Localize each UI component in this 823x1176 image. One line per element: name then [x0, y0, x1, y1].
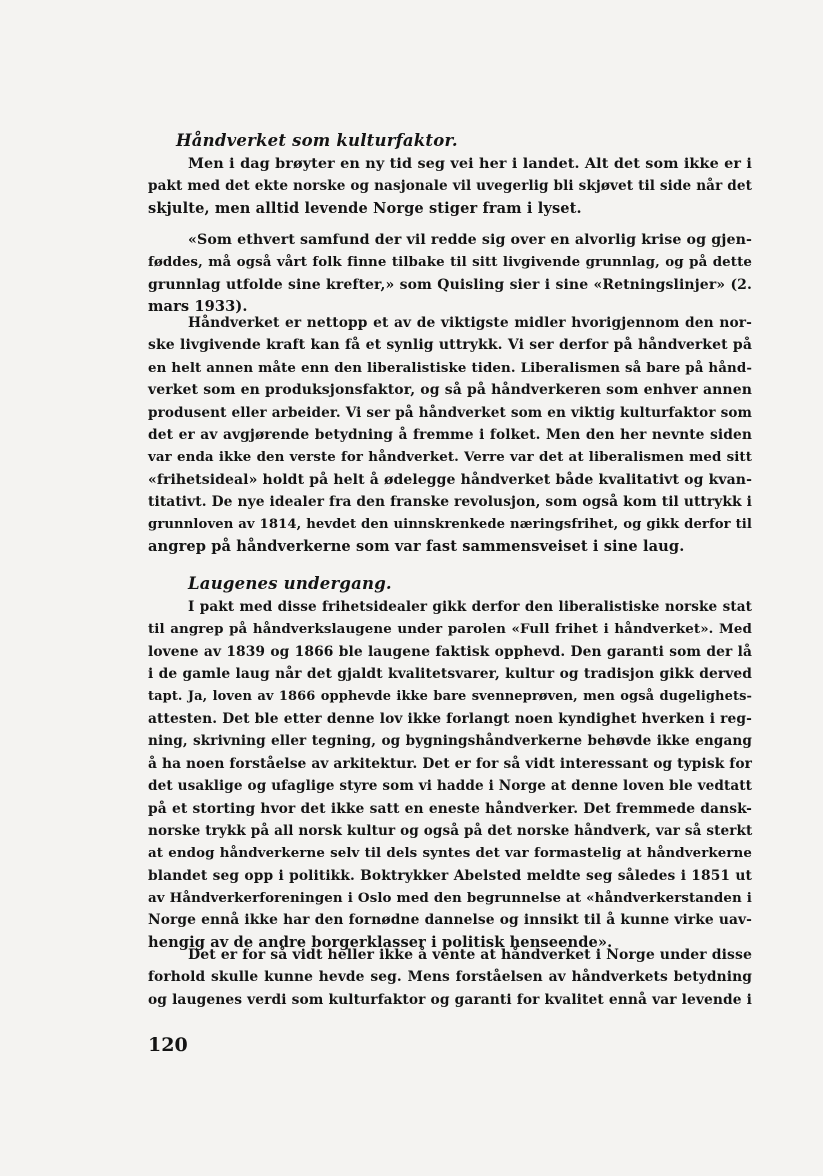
text-line: pakt med det ekte norske og nasjonale vil uvegerlig bli skjøvet til side når det	[148, 178, 752, 195]
text-line: tapt. Ja, loven av 1866 opphevde ikke bare svenneprøven, men også dugelighets-	[148, 688, 752, 704]
text-line: av Håndverkerforeningen i Oslo med den begrunnelse at «håndverkerstanden i	[148, 890, 752, 907]
text-line: til angrep på håndverkslaugene under parolen «Full frihet i håndverket». Med	[148, 621, 752, 638]
text-line: blandet seg opp i politikk. Boktrykker Abelsted meldte seg således i 1851 ut	[148, 867, 752, 884]
text-line: titativt. De nye idealer fra den franske revolusjon, som også kom til uttrykk i	[148, 494, 752, 511]
text-line: i de gamle laug når det gjaldt kvalitetsvarer, kultur og tradisjon gikk derved	[148, 666, 752, 683]
text-line: lovene av 1839 og 1866 ble laugene faktisk opphevd. Den garanti som der lå	[148, 643, 752, 660]
text-line: hengig av de andre borgerklasser i politisk henseende».	[148, 933, 613, 951]
page-number: 120	[148, 1034, 188, 1056]
text-line: mars 1933).	[148, 298, 248, 316]
text-line: en helt annen måte enn den liberalistiske tiden. Liberalismen så bare på hånd-	[148, 359, 752, 376]
text-line: Det er for så vidt heller ikke å vente at håndverket i Norge under disse	[188, 947, 752, 963]
text-line: at endog håndverkerne selv til dels syntes det var formastelig at håndverkerne	[148, 845, 752, 862]
section-heading-laugenes: Laugenes undergang.	[188, 574, 392, 593]
text-line: var enda ikke den verste for håndverket. Verre var det at liberalismen med sitt	[148, 449, 752, 466]
text-line: føddes, må også vårt folk finne tilbake til sitt livgivende grunnlag, og på dette	[148, 254, 752, 271]
text-line: skjulte, men alltid levende Norge stiger fram i lyset.	[148, 199, 582, 217]
text-line: «frihetsideal» holdt på helt å ødelegge håndverket både kvalitativt og kvan-	[148, 471, 752, 488]
section-heading-handverket: Håndverket som kulturfaktor.	[176, 131, 458, 150]
text-line: det usaklige og ufaglige styre som vi hadde i Norge at denne loven ble vedtatt	[148, 778, 752, 795]
paragraph-2	[148, 229, 752, 319]
text-line: grunnlag utfolde sine krefter,» som Quisling sier i sine «Retningslinjer» (2.	[148, 276, 752, 293]
text-line: Håndverket er nettopp et av de viktigste midler hvorigjennom den nor-	[188, 315, 752, 331]
paragraph-1	[148, 153, 752, 220]
text-line: attesten. Det ble etter denne lov ikke forlangt noen kyndighet hverken i reg-	[148, 710, 752, 727]
text-line: det er av avgjørende betydning å fremme i folket. Men den her nevnte siden	[148, 426, 752, 443]
text-line: å ha noen forståelse av arkitektur. Det er for så vidt interessant og typisk for	[148, 755, 752, 772]
paragraph-5	[148, 944, 752, 1011]
text-line: angrep på håndverkerne som var fast sammensveiset i sine laug.	[148, 537, 685, 555]
text-line: forhold skulle kunne hevde seg. Mens forståelsen av håndverkets betydning	[148, 969, 752, 986]
text-line: produsent eller arbeider. Vi ser på håndverket som en viktig kulturfaktor som	[148, 404, 752, 421]
text-line: Norge ennå ikke har den fornødne dannelse og innsikt til å kunne virke uav-	[148, 912, 752, 929]
text-line: norske trykk på all norsk kultur og også på det norske håndverk, var så sterkt	[148, 822, 753, 839]
text-line: og laugenes verdi som kulturfaktor og garanti for kvalitet ennå var levende i	[148, 991, 752, 1008]
text-line: «Som ethvert samfund der vil redde sig over en alvorlig krise og gjen-	[188, 232, 752, 248]
text-line: grunnloven av 1814, hevdet den uinnskrenkede næringsfrihet, og gikk derfor til	[148, 516, 752, 532]
text-line: ske livgivende kraft kan få et synlig uttrykk. Vi ser derfor på håndverket på	[148, 337, 752, 354]
paragraph-3	[148, 312, 752, 558]
text-line: på et storting hvor det ikke satt en eneste håndverker. Det fremmede dansk-	[148, 800, 752, 817]
paragraph-4	[148, 596, 752, 954]
text-line: verket som en produksjonsfaktor, og så på håndverkeren som enhver annen	[148, 382, 752, 399]
text-line: Men i dag brøyter en ny tid seg vei her i landet. Alt det som ikke er i	[188, 155, 752, 172]
text-line: I pakt med disse frihetsidealer gikk derfor den liberalistiske norske stat	[188, 599, 752, 615]
text-line: ning, skrivning eller tegning, og bygningshåndverkerne behøvde ikke engang	[148, 733, 752, 750]
